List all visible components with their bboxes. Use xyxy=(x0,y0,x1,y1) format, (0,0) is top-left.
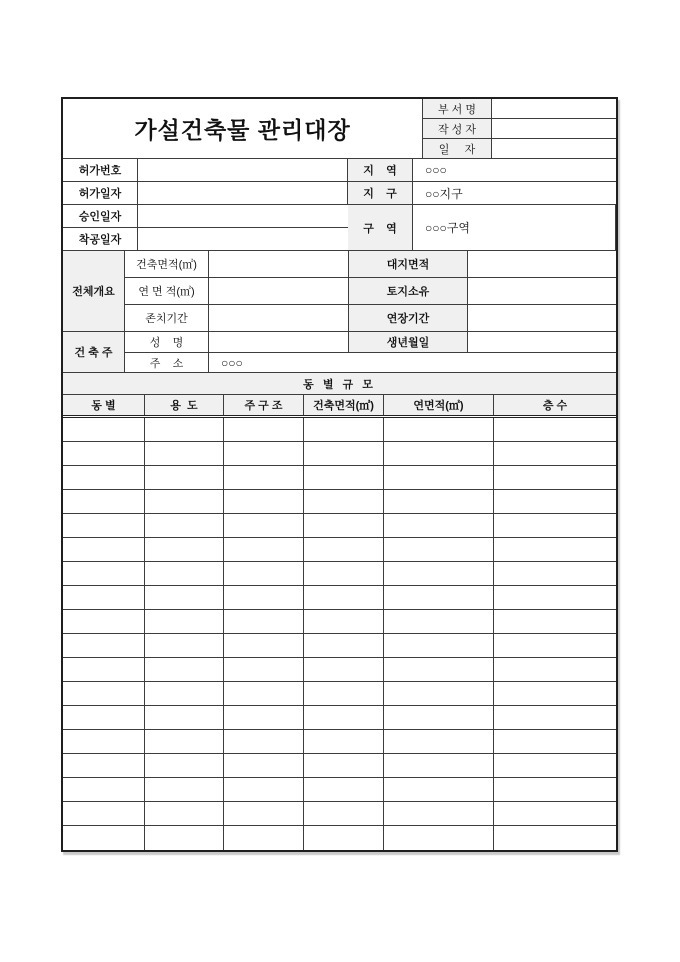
approval-date-value xyxy=(138,205,348,228)
table-cell xyxy=(63,730,145,754)
total-floor-area-row xyxy=(125,278,616,305)
table-cell xyxy=(384,490,494,514)
table-cell xyxy=(494,730,616,754)
approval-date-label: 승인일자 xyxy=(63,205,138,228)
table-cell xyxy=(384,706,494,730)
table-cell xyxy=(494,682,616,706)
owner-section xyxy=(63,332,616,373)
table-cell xyxy=(384,586,494,610)
permit-date-label: 허가일자 xyxy=(63,182,138,205)
retention-period-row xyxy=(125,305,616,332)
table-cell xyxy=(304,706,384,730)
table-row xyxy=(63,562,616,586)
doc-header-box xyxy=(423,99,616,159)
approval-date-row xyxy=(63,205,348,228)
dept-name-row xyxy=(423,99,616,119)
table-row xyxy=(63,490,616,514)
building-area-value xyxy=(209,251,349,278)
table-cell xyxy=(304,514,384,538)
site-area-label: 대지면적 xyxy=(349,251,468,278)
table-cell xyxy=(224,658,304,682)
table-cell xyxy=(494,610,616,634)
table-cell xyxy=(384,802,494,826)
table-cell xyxy=(384,658,494,682)
owner-address-label: 주 소 xyxy=(125,353,209,373)
table-row xyxy=(63,730,616,754)
table-cell xyxy=(145,658,224,682)
table-cell xyxy=(384,466,494,490)
table-cell xyxy=(145,562,224,586)
approval-start-rows xyxy=(63,205,616,251)
table-cell xyxy=(145,706,224,730)
table-row xyxy=(63,826,616,850)
form-title: 가설건축물 관리대장 xyxy=(63,99,423,159)
table-cell xyxy=(384,538,494,562)
title-section xyxy=(63,99,616,159)
table-cell xyxy=(145,466,224,490)
table-cell xyxy=(145,634,224,658)
table-cell xyxy=(494,442,616,466)
table-cell xyxy=(145,778,224,802)
author-label: 작 성 자 xyxy=(423,119,492,139)
table-cell xyxy=(384,826,494,850)
owner-name-row xyxy=(125,332,616,353)
table-cell xyxy=(384,682,494,706)
table-cell xyxy=(145,418,224,442)
col-header-use: 용 도 xyxy=(145,395,224,415)
table-cell xyxy=(224,682,304,706)
table-cell xyxy=(224,514,304,538)
table-cell xyxy=(224,562,304,586)
owner-address-value: ○○○ xyxy=(209,353,616,373)
table-row xyxy=(63,586,616,610)
table-cell xyxy=(63,802,145,826)
construction-start-row xyxy=(63,228,348,251)
table-cell xyxy=(304,826,384,850)
table-cell xyxy=(494,562,616,586)
table-cell xyxy=(494,802,616,826)
col-header-floor-area: 연면적(㎡) xyxy=(384,395,494,415)
table-cell xyxy=(224,610,304,634)
table-cell xyxy=(494,778,616,802)
table-cell xyxy=(224,802,304,826)
table-cell xyxy=(304,754,384,778)
table-cell xyxy=(224,706,304,730)
construction-start-value xyxy=(138,228,348,251)
table-cell xyxy=(145,490,224,514)
scale-section-title: 동 별 규 모 xyxy=(63,373,616,395)
table-cell xyxy=(63,562,145,586)
table-cell xyxy=(145,586,224,610)
table-row xyxy=(63,418,616,442)
table-cell xyxy=(304,562,384,586)
table-cell xyxy=(494,586,616,610)
table-cell xyxy=(304,634,384,658)
col-header-building-area: 건축면적(㎡) xyxy=(304,395,384,415)
birth-date-label: 생년월일 xyxy=(349,332,468,353)
table-cell xyxy=(304,586,384,610)
table-cell xyxy=(224,418,304,442)
table-cell xyxy=(384,778,494,802)
table-row xyxy=(63,610,616,634)
table-cell xyxy=(224,826,304,850)
temporary-building-ledger-form xyxy=(61,97,618,852)
table-cell xyxy=(494,634,616,658)
region-value: ○○○ xyxy=(413,159,616,182)
table-cell xyxy=(63,610,145,634)
table-row xyxy=(63,802,616,826)
table-cell xyxy=(63,634,145,658)
date-value xyxy=(492,139,616,159)
col-header-building: 동 별 xyxy=(63,395,145,415)
table-cell xyxy=(494,490,616,514)
table-cell xyxy=(494,514,616,538)
permit-number-row xyxy=(63,159,616,182)
table-row xyxy=(63,682,616,706)
table-cell xyxy=(224,442,304,466)
col-header-floors: 층 수 xyxy=(494,395,616,415)
table-cell xyxy=(145,610,224,634)
retention-period-value xyxy=(209,305,349,332)
table-cell xyxy=(63,490,145,514)
land-ownership-label: 토지소유 xyxy=(349,278,468,305)
total-floor-area-value xyxy=(209,278,349,305)
table-cell xyxy=(494,754,616,778)
date-label: 일 자 xyxy=(423,139,492,159)
table-cell xyxy=(63,754,145,778)
table-row xyxy=(63,538,616,562)
table-cell xyxy=(224,586,304,610)
table-cell xyxy=(145,682,224,706)
construction-start-label: 착공일자 xyxy=(63,228,138,251)
scale-section-header xyxy=(63,373,616,395)
table-cell xyxy=(63,826,145,850)
table-cell xyxy=(384,610,494,634)
table-cell xyxy=(494,658,616,682)
scale-table-body xyxy=(63,418,616,850)
building-area-row xyxy=(125,251,616,278)
table-cell xyxy=(384,562,494,586)
table-cell xyxy=(224,490,304,514)
table-cell xyxy=(63,538,145,562)
birth-date-value xyxy=(468,332,616,353)
table-cell xyxy=(224,730,304,754)
author-row xyxy=(423,119,616,139)
table-cell xyxy=(304,490,384,514)
owner-group-label: 건 축 주 xyxy=(63,332,125,373)
table-row xyxy=(63,658,616,682)
table-cell xyxy=(384,418,494,442)
table-cell xyxy=(494,826,616,850)
extension-period-value xyxy=(468,305,616,332)
table-cell xyxy=(63,442,145,466)
zone-value: ○○○구역 xyxy=(413,205,616,251)
owner-address-row xyxy=(125,353,616,373)
table-cell xyxy=(63,706,145,730)
permit-number-label: 허가번호 xyxy=(63,159,138,182)
overview-group-label: 전체개요 xyxy=(63,251,125,332)
table-cell xyxy=(384,442,494,466)
table-cell xyxy=(494,418,616,442)
table-row xyxy=(63,754,616,778)
table-cell xyxy=(145,442,224,466)
total-floor-area-label: 연 면 적(㎡) xyxy=(125,278,209,305)
permit-number-value xyxy=(138,159,348,182)
extension-period-label: 연장기간 xyxy=(349,305,468,332)
building-area-label: 건축면적(㎡) xyxy=(125,251,209,278)
table-cell xyxy=(63,466,145,490)
table-cell xyxy=(224,538,304,562)
table-cell xyxy=(63,514,145,538)
table-cell xyxy=(224,778,304,802)
land-ownership-value xyxy=(468,278,616,305)
table-cell xyxy=(63,778,145,802)
table-cell xyxy=(63,586,145,610)
table-cell xyxy=(145,514,224,538)
site-area-value xyxy=(468,251,616,278)
table-cell xyxy=(224,634,304,658)
table-cell xyxy=(224,754,304,778)
zone-label: 구 역 xyxy=(348,205,413,251)
table-row xyxy=(63,706,616,730)
table-cell xyxy=(224,466,304,490)
scale-table-header xyxy=(63,395,616,418)
permit-date-row xyxy=(63,182,616,205)
author-value xyxy=(492,119,616,139)
table-cell xyxy=(304,610,384,634)
table-cell xyxy=(145,538,224,562)
owner-name-label: 성 명 xyxy=(125,332,209,353)
table-cell xyxy=(63,418,145,442)
table-row xyxy=(63,634,616,658)
table-cell xyxy=(384,514,494,538)
retention-period-label: 존치기간 xyxy=(125,305,209,332)
table-cell xyxy=(145,754,224,778)
permit-date-value xyxy=(138,182,348,205)
table-cell xyxy=(304,442,384,466)
table-cell xyxy=(304,538,384,562)
table-row xyxy=(63,778,616,802)
table-cell xyxy=(145,730,224,754)
dept-name-label: 부 서 명 xyxy=(423,99,492,119)
table-cell xyxy=(63,682,145,706)
table-cell xyxy=(494,706,616,730)
table-cell xyxy=(145,802,224,826)
dept-name-value xyxy=(492,99,616,119)
table-row xyxy=(63,442,616,466)
table-cell xyxy=(384,634,494,658)
table-cell xyxy=(63,658,145,682)
table-row xyxy=(63,514,616,538)
overview-section xyxy=(63,251,616,332)
table-cell xyxy=(304,802,384,826)
table-cell xyxy=(494,466,616,490)
owner-name-value xyxy=(209,332,349,353)
table-cell xyxy=(384,754,494,778)
district-value: ○○지구 xyxy=(413,182,616,205)
date-row xyxy=(423,139,616,159)
table-cell xyxy=(304,778,384,802)
region-label: 지 역 xyxy=(348,159,413,182)
table-cell xyxy=(304,658,384,682)
table-row xyxy=(63,466,616,490)
col-header-structure: 주 구 조 xyxy=(224,395,304,415)
table-cell xyxy=(145,826,224,850)
table-cell xyxy=(304,682,384,706)
table-cell xyxy=(304,418,384,442)
district-label: 지 구 xyxy=(348,182,413,205)
table-cell xyxy=(304,466,384,490)
table-cell xyxy=(384,730,494,754)
table-cell xyxy=(494,538,616,562)
table-cell xyxy=(304,730,384,754)
